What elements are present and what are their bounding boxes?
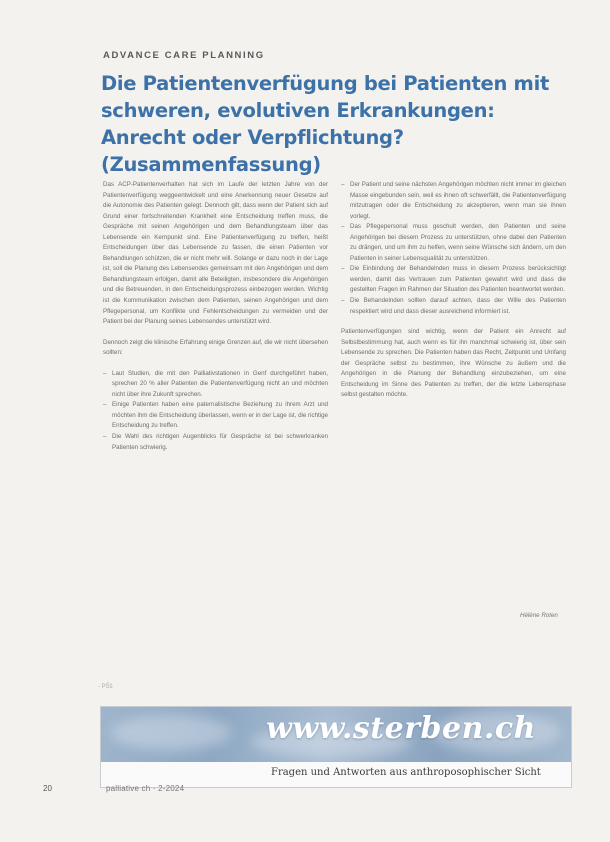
list-item: – Einige Patienten haben eine paternalistische Beziehung zu ihrem Arzt und möchten ihm die Entscheidung überlassen, wenn er in der Lage ist, die richtige Entscheidung zu treffen. <box>103 400 328 432</box>
list-item: – Die Behandelnden sollten darauf achten, dass der Wille des Patienten respektiert wird und dass dieser ausreichend informiert ist. <box>341 296 566 317</box>
advertisement-banner[interactable] <box>100 706 572 788</box>
list-item: – Die Wahl des richtigen Augenblicks für Gespräche ist bei schwerkranken Patienten schwierig. <box>103 432 328 453</box>
banner-subtitle: Fragen und Antworten aus anthroposophischer Sicht <box>271 767 541 778</box>
author-signature: Hélène Roten <box>520 612 558 619</box>
section-rubric: ADVANCE CARE PLANNING <box>103 50 265 61</box>
publication-footer: palliative ch · 2-2024 <box>106 784 185 793</box>
banner-sky-band <box>101 707 571 762</box>
banner-url[interactable]: www.sterben.ch <box>266 711 536 746</box>
right-paragraph-1: Patientenverfügungen sind wichtig, wenn der Patient ein Anrecht auf Selbstbestimmung hat, auch wenn es für ihn manchmal schwierig ist, über sein Lebensende zu sprechen. Die Patienten haben das Recht, Zeitpunkt und Umfang der Gespräche selbst zu bestimmen, ihre Wünsche zu äußern und die Angehörigen in die Planung der Behandlung einzubeziehen, um eine Entscheidung im Sinne des Patienten zu treffen, der die letzte Lebensphase selbst gestalten möchte. <box>341 328 566 399</box>
right-bullet-list <box>341 180 566 317</box>
left-paragraph-1: Das ACP-Patientenverhalten hat sich im Laufe der letzten Jahre von der Patientenverfügung weggeentwickelt und eine Anerkennung neuer Gesetze auf die Autonomie des Patienten gelegt. Dennoch gilt, dass wenn der Patient sich auf Grund einer fortschreitenden Krankheit eine Entscheidung treffen muss, die Gespräche mit seinen Angehörigen und dem Behandlungsteam über das Lebensende ein Kernpunkt sind. Eine Patientenverfügung zu treffen, heißt Entscheidungen über das Lebensende zu fassen, die einen Patienten vor Behandlungen schützen, die er nicht mehr will. Solange er dazu noch in der Lage ist, soll die Planung des Lebensendes gemeinsam mit den Angehörigen und dem Behandlungsteam erfolgen, damit alle Beteiligten, insbesondere die Angehörigen und die Betreuenden, in den Entscheidungsprozess einbezogen werden. Wichtig ist die Kommunikation zwischen dem Patienten, seinen Angehörigen und dem Pflegepersonal, um Konflikte und Fehlentscheidungen zu vermeiden und der Patient bei der Planung seines Lebensendes unterstützt wird. <box>103 181 328 326</box>
page-number: 20 <box>43 784 52 793</box>
list-item: – Laut Studien, die mit den Palliativstationen in Genf durchgeführt haben, sprechen 20 % aller Patienten die Patientenverfügung nicht an und möchten nicht über ihre Zukunft sprechen. <box>103 369 328 401</box>
right-column <box>341 180 566 411</box>
left-paragraph-2: Dennoch zeigt die klinische Erfahrung einige Grenzen auf, die wir nicht übersehen sollten: <box>103 338 328 357</box>
list-item: – Das Pflegepersonal muss geschult werden, den Patienten und seine Angehörigen bei diesem Prozess zu unterstützen, ohne dabei den Patienten zu drängen, und um ihm zu helfen, wenn seine Wünsche sich ändern, um den Patienten in seiner Lebensqualität zu unterstützen. <box>341 222 566 264</box>
left-bullet-list <box>103 369 328 453</box>
margin-mark: - PŠš <box>98 684 113 690</box>
list-item: – Der Patient und seine nächsten Angehörigen möchten nicht immer im gleichen Masse eingebunden sein, weil es ihnen oft schwerfällt, die Patientenverfügung mitzutragen oder die Entscheidung zu akzeptieren, wenn man sie ihnen vorlegt. <box>341 180 566 222</box>
left-column <box>103 180 328 463</box>
article-title: Die Patientenverfügung bei Patienten mit schweren, evolutiven Erkrankungen: Anrecht oder Verpflichtung? (Zusammenfassung) <box>101 72 549 176</box>
list-item: – Die Einbindung der Behandelnden muss in diesem Prozess berücksichtigt werden, damit das Vertrauen zum Patienten gewahrt wird und dass die gestellten Fragen im Rahmen der Situation des Patienten beantwortet werden. <box>341 264 566 296</box>
